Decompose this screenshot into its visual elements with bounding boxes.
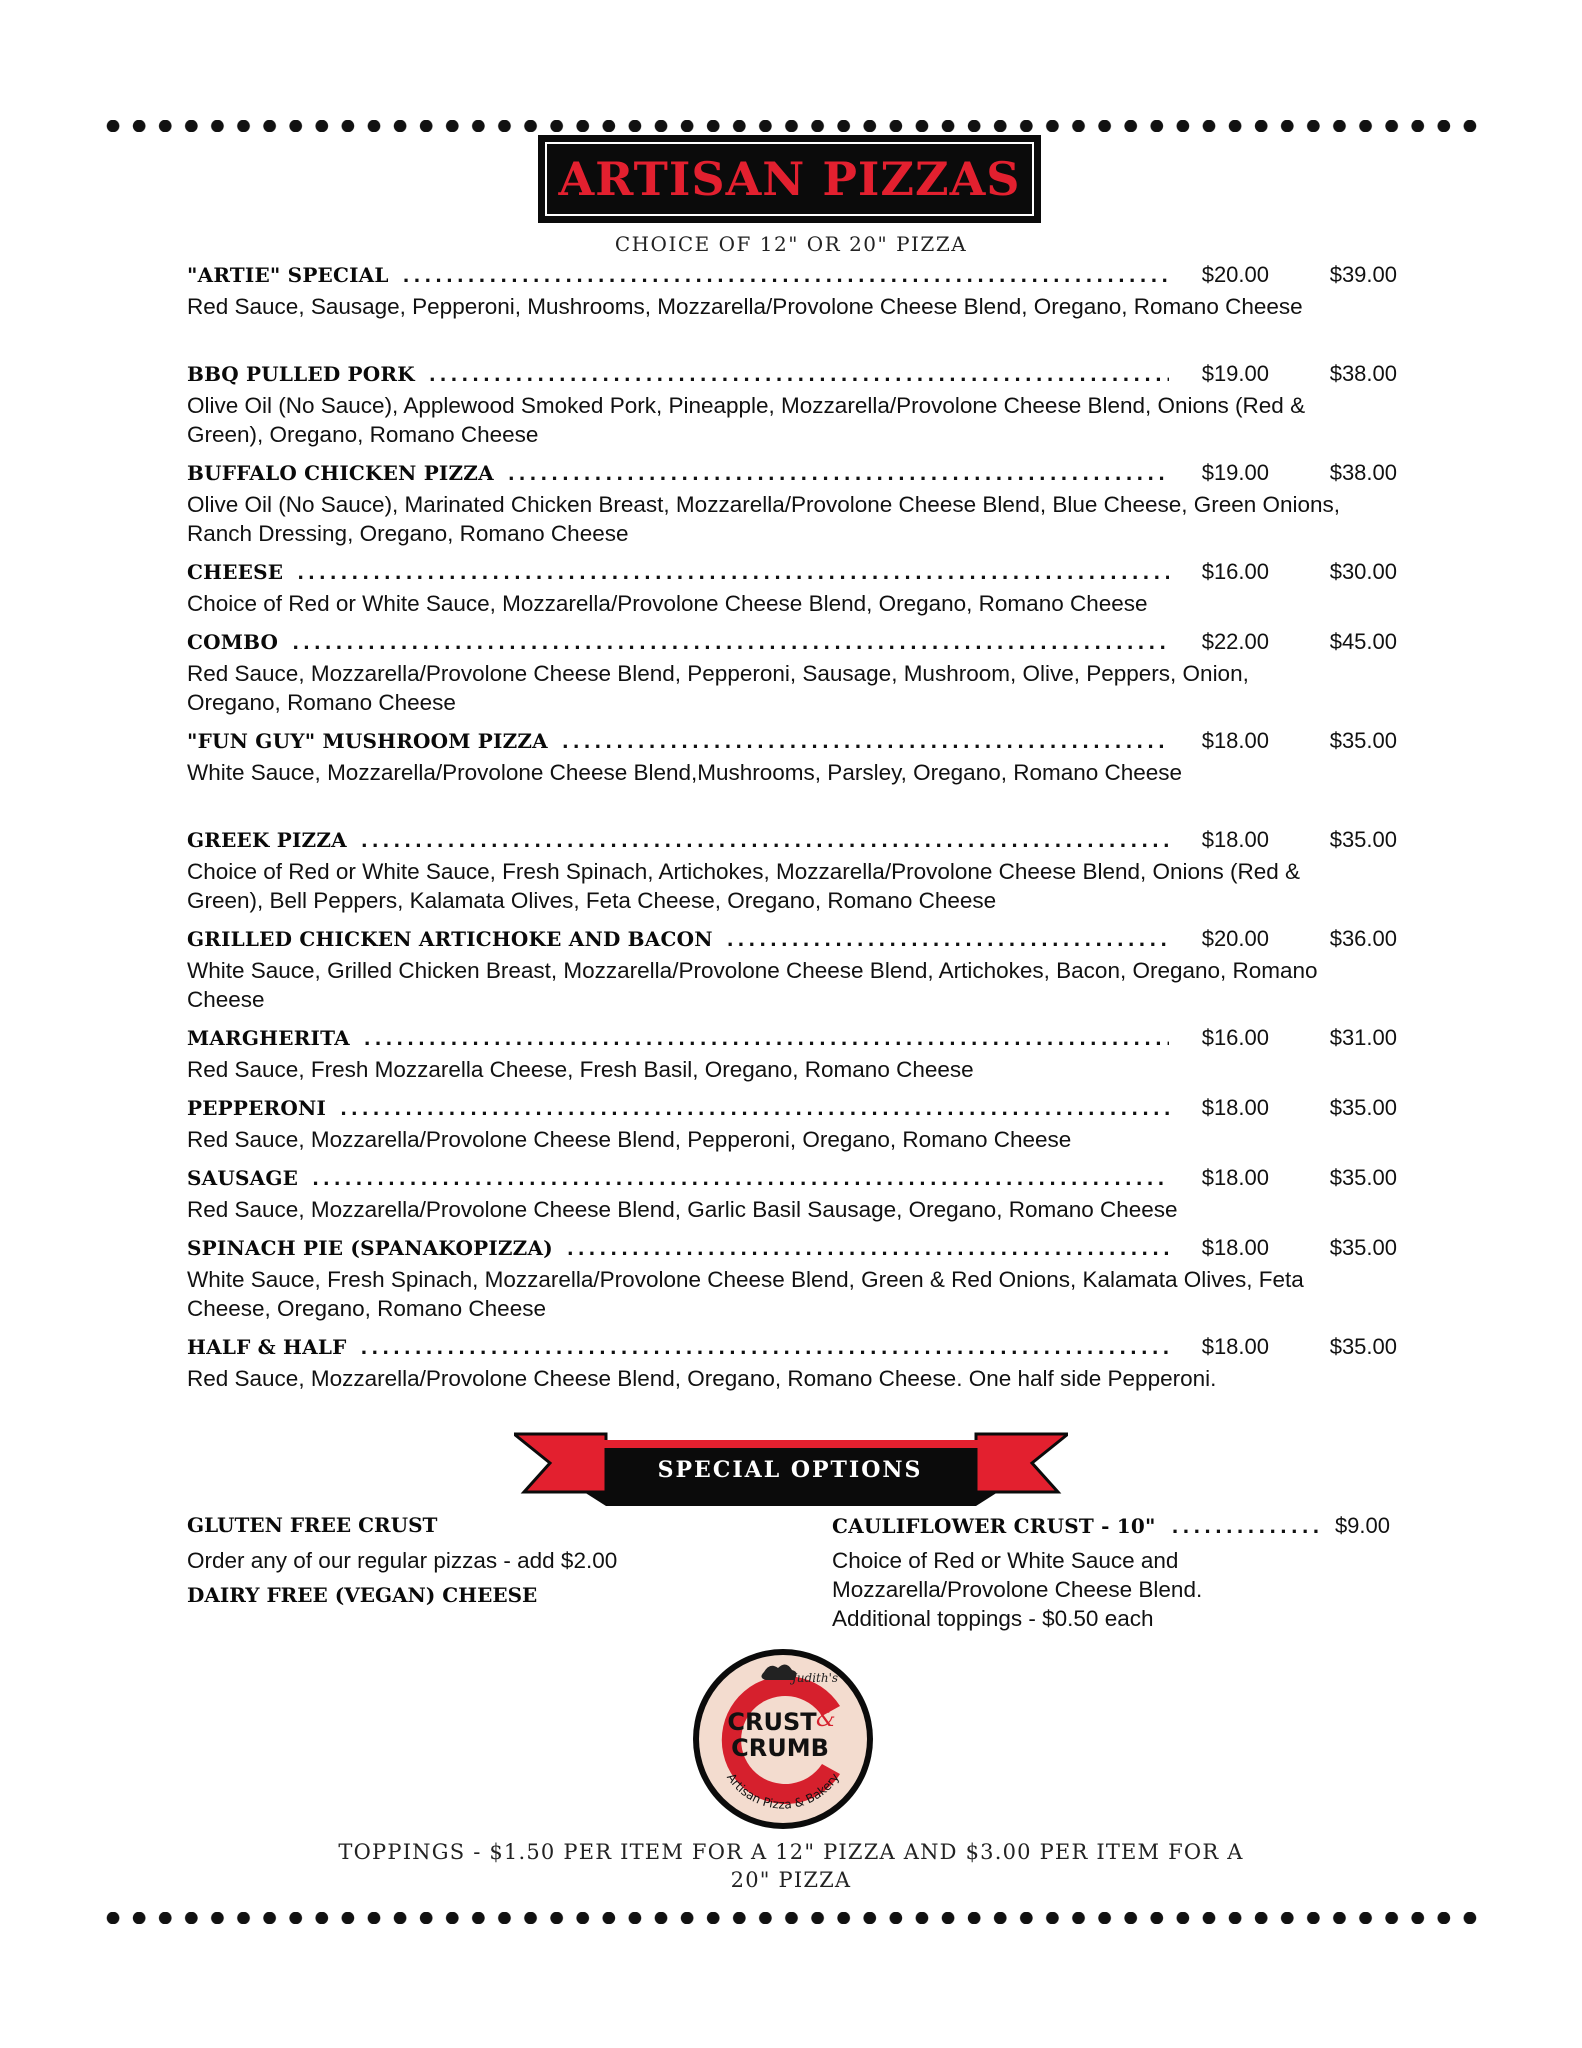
price-20-inch: $31.00	[1329, 1025, 1397, 1050]
menu-item-name: BBQ PULLED PORK	[187, 362, 415, 386]
gluten-free-desc: Order any of our regular pizzas - add $2.00	[187, 1548, 618, 1573]
price-12-inch: $20.00	[1201, 926, 1269, 951]
menu-item-line	[187, 629, 1397, 659]
dot-leader	[361, 831, 1169, 852]
dot-leader	[429, 365, 1169, 386]
toppings-note	[200, 1838, 1382, 1894]
menu-item-line	[187, 728, 1397, 758]
cauliflower-desc-line: Additional toppings - $0.50 each	[832, 1606, 1154, 1631]
menu-item-line	[187, 1165, 1397, 1195]
price-12-inch: $16.00	[1201, 1025, 1269, 1050]
price-20-inch: $35.00	[1329, 1165, 1397, 1190]
ribbon-left-fold	[584, 1492, 606, 1506]
menu-item-description: Red Sauce, Mozzarella/Provolone Cheese Blend, Pepperoni, Oregano, Romano Cheese	[187, 1127, 1072, 1152]
menu-item-name: COMBO	[187, 630, 279, 654]
price-20-inch: $36.00	[1329, 926, 1397, 951]
price-12-inch: $18.00	[1201, 1165, 1269, 1190]
cauliflower-desc-line: Mozzarella/Provolone Cheese Blend.	[832, 1577, 1203, 1602]
logo-word-crust: CRUST	[727, 1708, 817, 1736]
price-20-inch: $35.00	[1329, 728, 1397, 753]
menu-item-name: SPINACH PIE (SPANAKOPIZZA)	[187, 1236, 553, 1260]
dot-leader	[562, 732, 1169, 753]
menu-item	[187, 926, 1397, 1025]
section-title: ARTISAN PIZZAS	[558, 152, 1021, 206]
cauliflower-crust-line	[832, 1513, 1390, 1539]
menu-item-description: White Sauce, Grilled Chicken Breast, Mozzarella/Provolone Cheese Blend, Artichokes, Bacon, Oregano, Romano Cheese	[187, 958, 1318, 1012]
logo-script-text: Judith's	[792, 1671, 839, 1685]
price-12-inch: $19.00	[1201, 361, 1269, 386]
menu-item-line	[187, 262, 1397, 292]
dot-leader	[312, 1169, 1169, 1190]
price-12-inch: $18.00	[1201, 1235, 1269, 1260]
price-20-inch: $35.00	[1329, 1334, 1397, 1359]
logo-ampersand: &	[816, 1707, 836, 1732]
menu-item	[187, 1334, 1397, 1433]
special-options-title: SPECIAL OPTIONS	[657, 1457, 923, 1483]
size-subtitle: CHOICE OF 12" OR 20" PIZZA	[614, 232, 968, 256]
menu-item-line	[187, 1235, 1397, 1265]
menu-item-description: Red Sauce, Fresh Mozzarella Cheese, Fresh Basil, Oregano, Romano Cheese	[187, 1057, 974, 1082]
menu-item-description: Red Sauce, Mozzarella/Provolone Cheese Blend, Garlic Basil Sausage, Oregano, Romano Cheese	[187, 1197, 1178, 1222]
logo-tagline-path: Artisan Pizza & Bakery	[723, 1770, 842, 1812]
menu-item-line	[187, 1025, 1397, 1055]
dairy-free-title: DAIRY FREE (VEGAN) CHEESE	[187, 1583, 538, 1607]
menu-item-description: Olive Oil (No Sauce), Marinated Chicken Breast, Mozzarella/Provolone Cheese Blend, Blue Cheese, Green Onions, Ranch Dressing, Oregano, Romano Cheese	[187, 492, 1341, 546]
ribbon-left-tail	[514, 1434, 606, 1492]
menu-item	[187, 1235, 1397, 1334]
section-title-frame	[545, 142, 1034, 216]
menu-item-description: Red Sauce, Mozzarella/Provolone Cheese Blend, Oregano, Romano Cheese. One half side Pepperoni.	[187, 1366, 1217, 1391]
price-12-inch: $22.00	[1201, 629, 1269, 654]
cauliflower-crust-desc	[832, 1546, 1202, 1633]
menu-item-name: GRILLED CHICKEN ARTICHOKE AND BACON	[187, 927, 713, 951]
dot-leader	[567, 1239, 1169, 1260]
menu-item-name: SAUSAGE	[187, 1166, 299, 1190]
ribbon-right-fold	[976, 1492, 998, 1506]
price-20-inch: $38.00	[1329, 361, 1397, 386]
dot-leader	[403, 266, 1169, 287]
menu-item-name: PEPPERONI	[187, 1096, 327, 1120]
menu-item	[187, 361, 1397, 460]
dot-leader	[508, 464, 1169, 485]
menu-item	[187, 460, 1397, 559]
price-12-inch: $18.00	[1201, 1095, 1269, 1120]
menu-item-name: BUFFALO CHICKEN PIZZA	[187, 461, 494, 485]
top-dot-border	[100, 120, 1485, 132]
menu-item-name: "FUN GUY" MUSHROOM PIZZA	[187, 729, 548, 753]
menu-item-name: "ARTIE" SPECIAL	[187, 263, 389, 287]
bottom-dot-border	[100, 1912, 1485, 1924]
price-20-inch: $45.00	[1329, 629, 1397, 654]
menu-item-description: Choice of Red or White Sauce, Fresh Spinach, Artichokes, Mozzarella/Provolone Cheese Blend, Onions (Red & Green), Bell Peppers, Kalamata Olives, Feta Cheese, Oregano, Romano Cheese	[187, 859, 1301, 913]
price-12-inch: $20.00	[1201, 262, 1269, 287]
menu-item-line	[187, 361, 1397, 391]
price-12-inch: $16.00	[1201, 559, 1269, 584]
price-12-inch: $18.00	[1201, 1334, 1269, 1359]
menu-item	[187, 728, 1397, 827]
menu-item	[187, 1025, 1397, 1095]
menu-item-name: GREEK PIZZA	[187, 828, 347, 852]
price-12-inch: $18.00	[1201, 827, 1269, 852]
menu-item	[187, 262, 1397, 361]
menu-item-description: Olive Oil (No Sauce), Applewood Smoked Pork, Pineapple, Mozzarella/Provolone Cheese Blend, Onions (Red & Green), Oregano, Romano Cheese	[187, 393, 1306, 447]
dot-leader	[340, 1099, 1169, 1120]
dot-leader	[1172, 1517, 1325, 1538]
menu-item	[187, 559, 1397, 629]
cauliflower-crust-price: $9.00	[1334, 1513, 1390, 1538]
menu-item-line	[187, 1095, 1397, 1125]
logo-word-crumb: CRUMB	[731, 1734, 829, 1762]
ribbon-top-band	[600, 1440, 982, 1448]
ribbon-right-tail	[976, 1434, 1068, 1492]
menu-item-description: Choice of Red or White Sauce, Mozzarella/Provolone Cheese Blend, Oregano, Romano Cheese	[187, 591, 1148, 616]
dot-leader	[727, 930, 1169, 951]
menu-item-description: White Sauce, Fresh Spinach, Mozzarella/Provolone Cheese Blend, Green & Red Onions, Kalamata Olives, Feta Cheese, Oregano, Romano Cheese	[187, 1267, 1304, 1321]
menu-item	[187, 629, 1397, 728]
dot-leader	[361, 1338, 1169, 1359]
menu-item-description: Red Sauce, Mozzarella/Provolone Cheese Blend, Pepperoni, Sausage, Mushroom, Olive, Peppers, Onion, Oregano, Romano Cheese	[187, 661, 1249, 715]
menu-item-description: Red Sauce, Sausage, Pepperoni, Mushrooms, Mozzarella/Provolone Cheese Blend, Oregano, Romano Cheese	[187, 294, 1303, 319]
menu-item	[187, 1165, 1397, 1235]
price-12-inch: $19.00	[1201, 460, 1269, 485]
section-title-box	[538, 135, 1041, 223]
price-12-inch: $18.00	[1201, 728, 1269, 753]
dot-leader	[292, 633, 1169, 654]
crust-and-crumb-logo	[690, 1646, 876, 1832]
price-20-inch: $35.00	[1329, 1235, 1397, 1260]
price-20-inch: $35.00	[1329, 827, 1397, 852]
pizza-menu-list	[187, 262, 1397, 1433]
menu-item	[187, 827, 1397, 926]
menu-item-description: White Sauce, Mozzarella/Provolone Cheese Blend,Mushrooms, Parsley, Oregano, Romano Cheese	[187, 760, 1183, 785]
price-20-inch: $38.00	[1329, 460, 1397, 485]
cauliflower-crust-title: CAULIFLOWER CRUST - 10"	[832, 1514, 1156, 1538]
menu-item	[187, 1095, 1397, 1165]
menu-item-line	[187, 827, 1397, 857]
menu-item-line	[187, 926, 1397, 956]
price-20-inch: $35.00	[1329, 1095, 1397, 1120]
menu-item-name: MARGHERITA	[187, 1026, 350, 1050]
menu-item-name: HALF & HALF	[187, 1335, 347, 1359]
dot-leader	[364, 1029, 1169, 1050]
toppings-note-line: 20" PIZZA	[730, 1868, 852, 1892]
menu-item-line	[187, 559, 1397, 589]
dot-leader	[297, 563, 1169, 584]
menu-item-line	[187, 460, 1397, 490]
price-20-inch: $30.00	[1329, 559, 1397, 584]
menu-item-line	[187, 1334, 1397, 1364]
toppings-note-line: TOPPINGS - $1.50 PER ITEM FOR A 12" PIZZA AND $3.00 PER ITEM FOR A	[338, 1840, 1244, 1864]
menu-item-name: CHEESE	[187, 560, 284, 584]
cauliflower-desc-line: Choice of Red or White Sauce and	[832, 1548, 1179, 1573]
gluten-free-title: GLUTEN FREE CRUST	[187, 1513, 438, 1537]
price-20-inch: $39.00	[1329, 262, 1397, 287]
